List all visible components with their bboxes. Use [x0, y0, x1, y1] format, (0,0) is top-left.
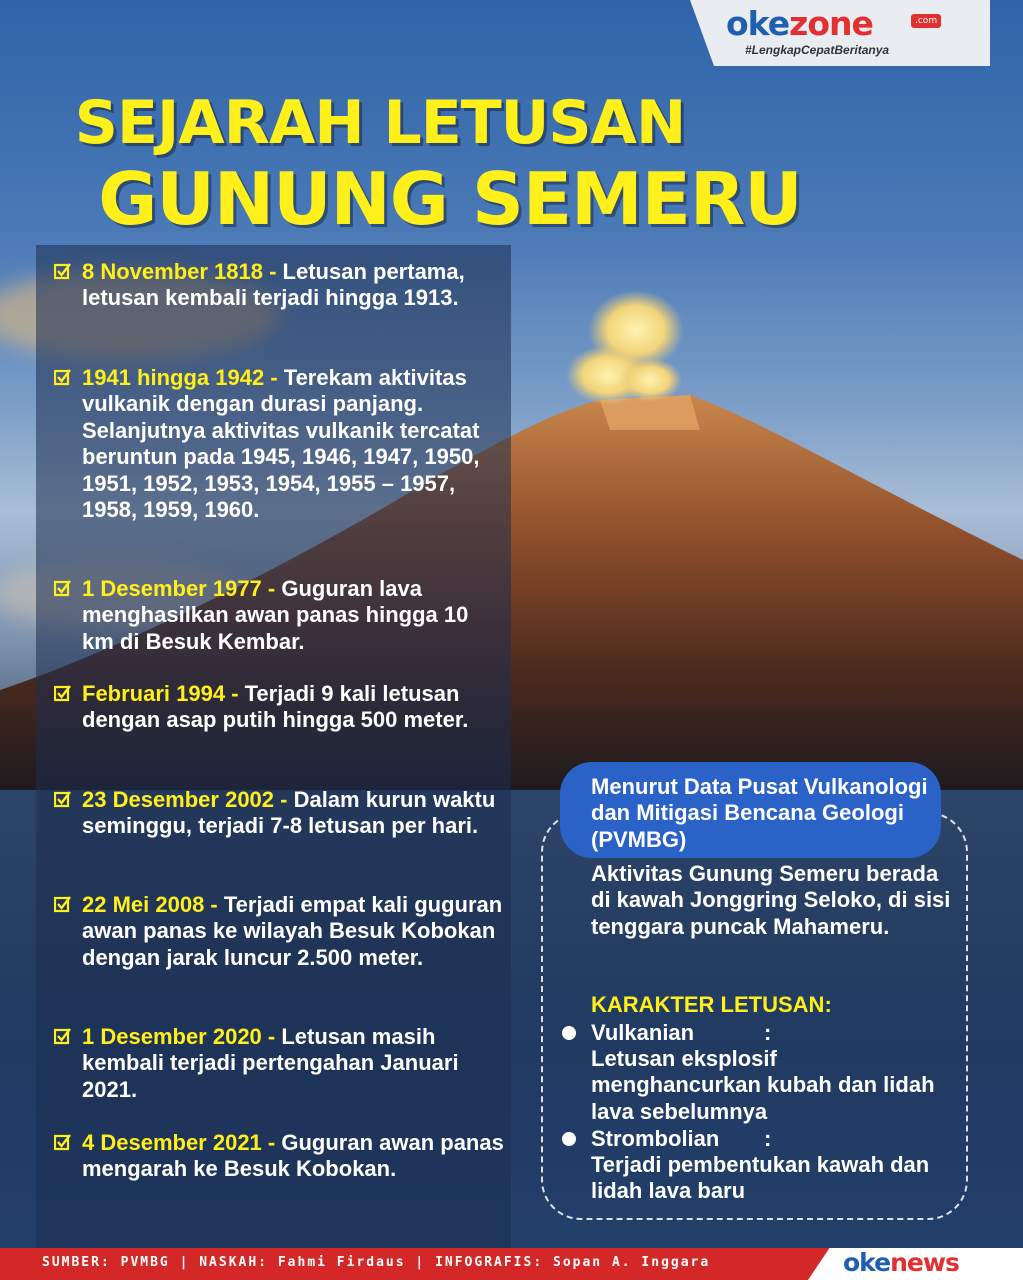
timeline-entry — [54, 681, 504, 734]
logo-zone: zone — [789, 4, 873, 43]
entry-text: Terekam aktivitas vulkanik dengan durasi panjang. Selanjutnya aktivitas vulkanik tercatat beruntun pada 1945, 1946, 1947, 1950, 1951, 1952, 1953, 1954, 1955 – 1957, 1958, 1959, 1960. — [82, 365, 480, 523]
entry-text: Guguran awan panas mengarah ke Besuk Kobokan. — [82, 1130, 504, 1182]
footer-logo-oke: oke — [843, 1248, 891, 1277]
timeline-entry — [54, 892, 504, 971]
timeline-entry — [54, 1130, 504, 1183]
karakter-title: KARAKTER LETUSAN: — [591, 992, 832, 1017]
title-line-1: SEJARAH LETUSAN — [74, 88, 686, 158]
checkbox-checked-icon — [54, 1134, 71, 1151]
entry-date: 1 Desember 2020 - — [82, 1024, 276, 1049]
entry-date: 23 Desember 2002 - — [82, 787, 288, 812]
title-line-2: GUNUNG SEMERU — [98, 157, 802, 241]
checkbox-checked-icon — [54, 791, 71, 808]
entry-date: 1941 hingga 1942 - — [82, 365, 278, 390]
okezone-logo — [726, 4, 873, 43]
timeline-entry — [54, 365, 504, 523]
checkbox-checked-icon — [54, 685, 71, 702]
entry-text: Letusan pertama, letusan kembali terjadi hingga 1913. — [82, 259, 465, 311]
checkbox-checked-icon — [54, 263, 71, 280]
karakter-name: Strombolian — [591, 1126, 720, 1151]
footer-credits: SUMBER: PVMBG | NASKAH: Fahmi Firdaus | INFOGRAFIS: Sopan A. Inggara — [42, 1255, 711, 1270]
checkbox-checked-icon — [54, 1028, 71, 1045]
karakter-colon: : — [764, 1126, 772, 1151]
karakter-desc: Letusan eksplosif menghancurkan kubah dan lidah lava sebelumnya — [591, 1046, 935, 1124]
entry-text: Dalam kurun waktu seminggu, terjadi 7-8 letusan per hari. — [82, 787, 496, 839]
karakter-colon: : — [764, 1020, 772, 1045]
karakter-desc: Terjadi pembentukan kawah dan lidah lava baru — [591, 1152, 930, 1204]
timeline-entry — [54, 1024, 504, 1103]
footer-logo-news: news — [890, 1248, 959, 1277]
entry-date: 4 Desember 2021 - — [82, 1130, 276, 1155]
okenews-logo — [843, 1248, 959, 1277]
entry-date: 22 Mei 2008 - — [82, 892, 218, 917]
checkbox-checked-icon — [54, 580, 71, 597]
info-heading: Menurut Data Pusat Vulkanologi dan Mitigasi Bencana Geologi (PVMBG) — [591, 774, 928, 852]
entry-date: 1 Desember 1977 - — [82, 576, 276, 601]
bullet-dot-icon — [562, 1026, 576, 1040]
checkbox-checked-icon — [54, 369, 71, 386]
karakter-name: Vulkanian — [591, 1020, 695, 1045]
entry-text: Terjadi empat kali guguran awan panas ke wilayah Besuk Kobokan dengan jarak luncur 2.500 meter. — [82, 892, 503, 970]
entry-text: Guguran lava menghasilkan awan panas hingga 10 km di Besuk Kembar. — [82, 576, 469, 654]
entry-text: Terjadi 9 kali letusan dengan asap putih hingga 500 meter. — [82, 681, 469, 733]
logo-oke: oke — [726, 4, 790, 43]
entry-date: 8 November 1818 - — [82, 259, 277, 284]
bullet-dot-icon — [562, 1132, 576, 1146]
logo-dotcom: .com — [911, 14, 941, 28]
timeline-entry — [54, 259, 504, 312]
checkbox-checked-icon — [54, 896, 71, 913]
timeline-entry — [54, 576, 504, 655]
entry-text: Letusan masih kembali terjadi pertengahan Januari 2021. — [82, 1024, 459, 1102]
entry-date: Februari 1994 - — [82, 681, 239, 706]
info-body: Aktivitas Gunung Semeru berada di kawah Jonggring Seloko, di sisi tenggara puncak Mahameru. — [591, 861, 951, 939]
timeline-entry — [54, 787, 504, 840]
brand-tagline: #LengkapCepatBeritanya — [745, 43, 890, 57]
